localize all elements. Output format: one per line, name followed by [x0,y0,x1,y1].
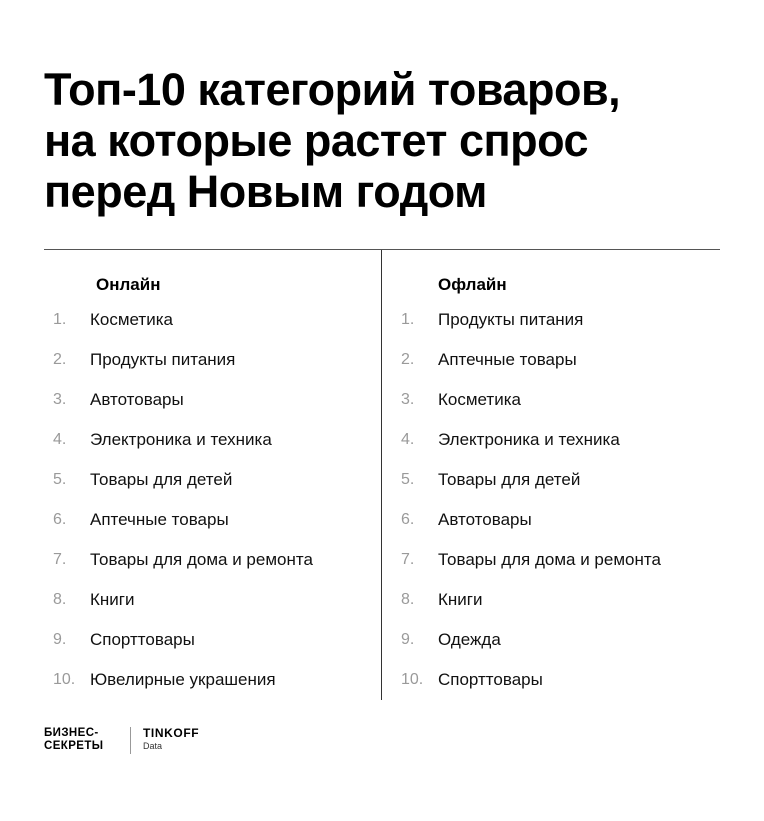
rank-number: 9. [401,631,415,648]
online-list [52,310,372,710]
rank-number: 7. [401,551,415,568]
rank-number: 6. [53,511,67,528]
list-item [52,430,372,470]
list-item [52,510,372,550]
rank-number: 9. [53,631,67,648]
horizontal-divider [44,249,720,250]
logo-line-1: БИЗНЕС- [44,727,99,739]
rank-number: 3. [53,391,67,408]
list-item [400,350,720,390]
category-label: Косметика [90,310,173,329]
logo-separator [130,727,131,754]
list-item [52,590,372,630]
rank-number: 6. [401,511,415,528]
title-line-2: на которые растет спрос [44,115,589,166]
title-line-1: Топ-10 категорий товаров, [44,64,621,115]
category-label: Электроника и техника [438,430,620,449]
category-label: Электроника и техника [90,430,272,449]
rank-number: 8. [401,591,415,608]
category-label: Товары для детей [90,470,233,489]
list-item [400,390,720,430]
category-label: Одежда [438,630,501,649]
rank-number: 2. [53,351,67,368]
list-item [52,310,372,350]
rank-number: 10. [401,671,424,688]
logo-line-2: СЕКРЕТЫ [44,740,104,752]
page-title [44,64,734,217]
offline-heading: Офлайн [438,275,507,294]
list-item [400,510,720,550]
list-item [52,350,372,390]
list-item [400,630,720,670]
category-label: Спорттовары [90,630,195,649]
list-item [400,470,720,510]
category-label: Книги [438,590,483,609]
category-label: Автотовары [90,390,184,409]
tinkoff-data-logo [143,727,199,752]
column-divider [381,250,382,700]
tinkoff-sub: Data [143,741,163,751]
list-item [400,590,720,630]
category-label: Продукты питания [438,310,584,329]
list-item [52,470,372,510]
rank-number: 1. [53,311,67,328]
list-item [400,670,720,710]
category-label: Товары для детей [438,470,581,489]
list-item [400,430,720,470]
tinkoff-wordmark: TINKOFF [143,726,200,740]
list-item [52,630,372,670]
rank-number: 8. [53,591,67,608]
category-label: Книги [90,590,135,609]
rank-number: 5. [401,471,415,488]
rank-number: 5. [53,471,67,488]
category-label: Товары для дома и ремонта [90,550,313,569]
rank-number: 3. [401,391,415,408]
online-heading: Онлайн [96,275,161,294]
list-item [400,310,720,350]
category-label: Спорттовары [438,670,543,689]
list-item [52,550,372,590]
rank-number: 4. [53,431,67,448]
category-label: Автотовары [438,510,532,529]
category-label: Аптечные товары [438,350,577,369]
list-item [400,550,720,590]
list-item [52,670,372,710]
title-line-3: перед Новым годом [44,166,487,217]
offline-list [400,310,720,710]
rank-number: 7. [53,551,67,568]
rank-number: 4. [401,431,415,448]
rank-number: 1. [401,311,415,328]
list-item [52,390,372,430]
category-label: Ювелирные украшения [90,670,276,689]
category-label: Косметика [438,390,521,409]
category-label: Аптечные товары [90,510,229,529]
biznes-sekrety-logo [44,727,103,753]
rank-number: 2. [401,351,415,368]
category-label: Товары для дома и ремонта [438,550,661,569]
rank-number: 10. [53,671,76,688]
category-label: Продукты питания [90,350,236,369]
